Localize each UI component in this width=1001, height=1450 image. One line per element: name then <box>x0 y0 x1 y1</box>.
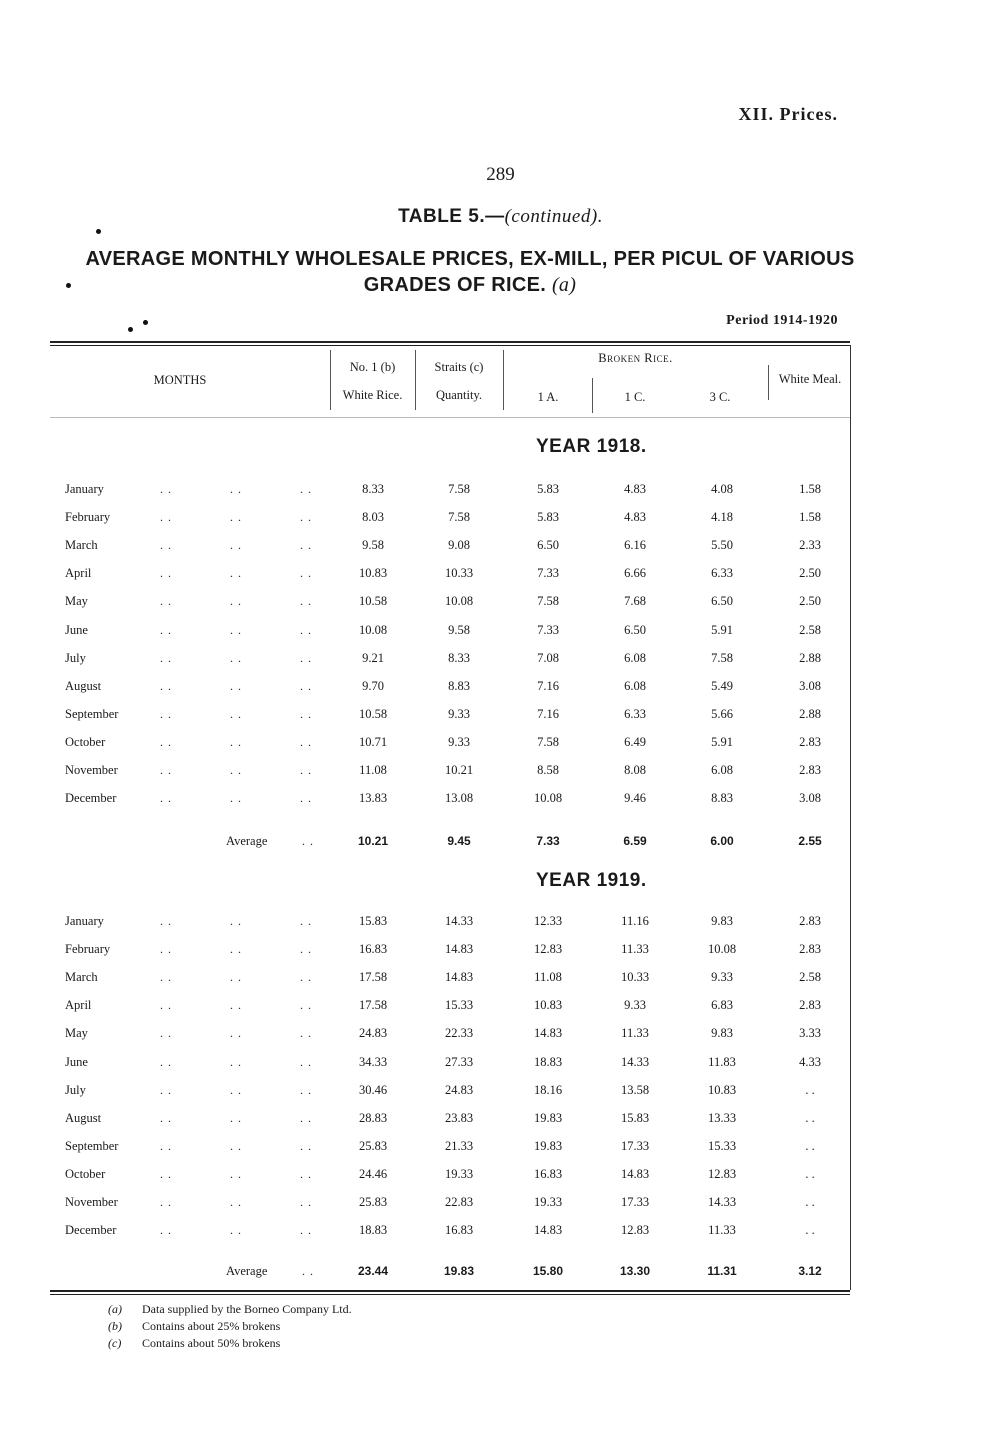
leader-dots: . . <box>160 1083 172 1097</box>
leader-dots: . . <box>230 1026 242 1040</box>
month-label: March <box>65 538 98 552</box>
leader-dots: . . <box>160 566 172 580</box>
price-cell: 11.33 <box>621 942 649 956</box>
price-cell: 25.83 <box>358 1139 388 1153</box>
price-cell: 10.83 <box>533 998 563 1012</box>
price-cell: 17.33 <box>620 1195 650 1209</box>
price-cell: 22.33 <box>444 1026 474 1040</box>
year-heading: YEAR 1918. <box>536 436 647 457</box>
price-cell: 9.33 <box>448 735 470 749</box>
leader-dots: . . <box>160 538 172 552</box>
header-bottom-rule <box>50 417 850 418</box>
price-cell: 7.08 <box>537 651 559 665</box>
leader-dots: . . <box>300 482 312 496</box>
price-cell: 9.33 <box>624 998 646 1012</box>
page-number: 289 <box>486 164 515 185</box>
leader-dots: . . <box>230 1195 242 1209</box>
print-speck <box>128 327 133 332</box>
header-3c: 3 C. <box>709 390 731 404</box>
leader-dots: . . <box>160 942 172 956</box>
leader-dots: . . <box>230 914 242 928</box>
price-cell: 14.83 <box>444 970 474 984</box>
price-cell: 10.83 <box>707 1083 737 1097</box>
price-cell: 10.33 <box>444 566 474 580</box>
price-cell: 16.83 <box>533 1167 563 1181</box>
price-cell: 11.08 <box>359 763 387 777</box>
leader-dots: . . <box>160 510 172 524</box>
price-cell: 30.46 <box>358 1083 388 1097</box>
price-cell: 34.33 <box>358 1055 388 1069</box>
price-cell: 7.16 <box>537 679 559 693</box>
average-cell: 2.55 <box>798 834 822 848</box>
price-cell: 7.58 <box>448 510 470 524</box>
leader-dots: . . <box>230 998 242 1012</box>
main-title-line2: GRADES OF RICE. <box>363 274 547 296</box>
col-divider <box>768 365 769 400</box>
price-cell: 4.83 <box>624 510 646 524</box>
leader-dots: . . <box>160 679 172 693</box>
month-label: July <box>65 651 86 665</box>
price-cell: 10.21 <box>444 763 474 777</box>
price-cell: 3.08 <box>799 679 821 693</box>
price-cell: 12.83 <box>707 1167 737 1181</box>
price-cell: 6.66 <box>624 566 646 580</box>
price-cell: 10.58 <box>358 707 388 721</box>
leader-dots: . . <box>300 510 312 524</box>
month-label: May <box>65 594 88 608</box>
leader-dots: . . <box>230 1223 242 1237</box>
table-top-rule <box>50 341 850 343</box>
price-cell: 14.33 <box>620 1055 650 1069</box>
price-cell: 27.33 <box>444 1055 474 1069</box>
average-cell: 23.44 <box>357 1264 389 1278</box>
price-cell: 8.83 <box>711 791 733 805</box>
leader-dots: . . <box>230 623 242 637</box>
price-cell: 14.33 <box>707 1195 737 1209</box>
print-speck <box>143 320 148 325</box>
price-cell: 2.83 <box>799 998 821 1012</box>
month-label: October <box>65 1167 106 1181</box>
price-cell: 13.33 <box>707 1111 737 1125</box>
month-label: May <box>65 1026 88 1040</box>
price-cell: 19.83 <box>533 1111 563 1125</box>
leader-dots: . . <box>300 1195 312 1209</box>
leader-dots: . . <box>300 942 312 956</box>
leader-dots: . . <box>300 735 312 749</box>
price-cell: 6.16 <box>624 538 646 552</box>
leader-dots: . . <box>300 707 312 721</box>
leader-dots: . . <box>300 623 312 637</box>
price-cell: 9.33 <box>711 970 733 984</box>
table-title-label: TABLE 5.— <box>398 206 505 227</box>
price-cell: 9.83 <box>711 1026 733 1040</box>
leader-dots: . . <box>160 763 172 777</box>
leader-dots: . . <box>300 763 312 777</box>
average-cell: 15.80 <box>532 1264 564 1278</box>
leader-dots: . . <box>300 594 312 608</box>
price-cell: 13.08 <box>444 791 474 805</box>
leader-dots: . . <box>300 651 312 665</box>
price-cell: 11.33 <box>708 1223 736 1237</box>
price-cell: 5.50 <box>711 538 733 552</box>
leader-dots: . . <box>160 1055 172 1069</box>
price-cell: 4.33 <box>799 1055 821 1069</box>
footnote-b: (b) Contains about 25% brokens <box>108 1319 281 1333</box>
header-broken-rice: Broken Rice. <box>598 351 673 365</box>
leader-dots: . . <box>300 914 312 928</box>
print-speck <box>96 229 101 234</box>
footnote-c: (c) Contains about 50% brokens <box>108 1336 281 1350</box>
price-cell: 23.83 <box>444 1111 474 1125</box>
average-cell: 13.30 <box>619 1264 651 1278</box>
leader-dots: . . <box>230 942 242 956</box>
price-cell: 22.83 <box>444 1195 474 1209</box>
month-label: August <box>65 679 102 693</box>
price-cell: . . <box>805 1083 815 1097</box>
price-cell: 9.33 <box>448 707 470 721</box>
price-cell: 7.33 <box>537 566 559 580</box>
month-label: April <box>65 566 92 580</box>
month-label: January <box>65 482 104 496</box>
price-cell: 18.83 <box>358 1223 388 1237</box>
header-1a: 1 A. <box>537 390 559 404</box>
average-cell: 9.45 <box>447 834 471 848</box>
average-cell: 7.33 <box>536 834 560 848</box>
leader-dots: . . <box>160 914 172 928</box>
leader-dots: . . <box>300 1026 312 1040</box>
price-cell: 24.83 <box>358 1026 388 1040</box>
price-cell: 15.33 <box>707 1139 737 1153</box>
price-cell: . . <box>805 1223 815 1237</box>
leader-dots: . . <box>230 763 242 777</box>
month-label: September <box>65 1139 119 1153</box>
price-cell: 6.08 <box>624 651 646 665</box>
price-cell: 14.83 <box>620 1167 650 1181</box>
price-cell: 10.08 <box>707 942 737 956</box>
price-cell: . . <box>805 1167 815 1181</box>
leader-dots: . . <box>230 594 242 608</box>
price-cell: 24.83 <box>444 1083 474 1097</box>
price-cell: 10.08 <box>358 623 388 637</box>
price-cell: 8.03 <box>362 510 384 524</box>
month-label: March <box>65 970 98 984</box>
print-speck <box>66 283 71 288</box>
price-cell: 12.33 <box>533 914 563 928</box>
average-cell: 6.59 <box>623 834 647 848</box>
price-cell: 18.16 <box>533 1083 563 1097</box>
month-label: February <box>65 510 111 524</box>
price-cell: . . <box>805 1139 815 1153</box>
price-cell: 19.83 <box>533 1139 563 1153</box>
header-straits-bottom: Quantity. <box>435 388 483 402</box>
price-cell: 6.08 <box>624 679 646 693</box>
price-cell: 9.83 <box>711 914 733 928</box>
section-heading: XII. Prices. <box>738 104 838 124</box>
col-divider <box>592 378 593 413</box>
month-label: November <box>65 1195 118 1209</box>
price-cell: 5.83 <box>537 482 559 496</box>
price-cell: 12.83 <box>620 1223 650 1237</box>
leader-dots: . . <box>230 1111 242 1125</box>
month-label: June <box>65 623 88 637</box>
price-cell: 8.33 <box>362 482 384 496</box>
price-cell: 3.33 <box>799 1026 821 1040</box>
average-cell: 11.31 <box>707 1264 737 1278</box>
price-cell: 2.88 <box>799 707 821 721</box>
leader-dots: . . <box>300 679 312 693</box>
price-cell: 8.83 <box>448 679 470 693</box>
leader-dots: . . <box>300 1055 312 1069</box>
average-cell: 19.83 <box>443 1264 475 1278</box>
price-cell: 2.88 <box>799 651 821 665</box>
price-cell: 11.16 <box>621 914 649 928</box>
price-cell: 1.58 <box>799 482 821 496</box>
price-cell: 15.33 <box>444 998 474 1012</box>
leader-dots: . . <box>300 566 312 580</box>
price-cell: 28.83 <box>358 1111 388 1125</box>
price-cell: 5.91 <box>711 623 733 637</box>
leader-dots: . . <box>300 1167 312 1181</box>
price-cell: 2.33 <box>799 538 821 552</box>
leader-dots: . . <box>160 1167 172 1181</box>
leader-dots: . . <box>302 1264 314 1278</box>
leader-dots: . . <box>230 1167 242 1181</box>
header-1c: 1 C. <box>624 390 646 404</box>
price-cell: 14.83 <box>533 1223 563 1237</box>
month-label: December <box>65 1223 117 1237</box>
price-cell: 10.58 <box>358 594 388 608</box>
leader-dots: . . <box>302 834 314 848</box>
price-cell: 2.83 <box>799 942 821 956</box>
price-cell: 17.58 <box>358 970 388 984</box>
price-cell: 19.33 <box>444 1167 474 1181</box>
price-cell: 6.33 <box>711 566 733 580</box>
table-top-rule-thin <box>50 345 850 346</box>
price-cell: 2.83 <box>799 735 821 749</box>
price-cell: 7.33 <box>537 623 559 637</box>
leader-dots: . . <box>300 538 312 552</box>
price-cell: 10.71 <box>358 735 388 749</box>
leader-dots: . . <box>300 1139 312 1153</box>
leader-dots: . . <box>160 998 172 1012</box>
price-cell: 2.83 <box>799 914 821 928</box>
leader-dots: . . <box>230 735 242 749</box>
price-cell: 4.18 <box>711 510 733 524</box>
price-cell: 6.33 <box>624 707 646 721</box>
price-cell: 10.33 <box>620 970 650 984</box>
price-cell: 5.91 <box>711 735 733 749</box>
leader-dots: . . <box>160 707 172 721</box>
price-cell: 6.83 <box>711 998 733 1012</box>
leader-dots: . . <box>160 623 172 637</box>
header-white-meal: White Meal. <box>778 372 842 386</box>
year-heading: YEAR 1919. <box>536 870 647 891</box>
price-cell: 9.08 <box>448 538 470 552</box>
price-cell: 16.83 <box>444 1223 474 1237</box>
price-cell: 8.58 <box>537 763 559 777</box>
price-cell: 24.46 <box>358 1167 388 1181</box>
price-cell: 9.46 <box>624 791 646 805</box>
leader-dots: . . <box>230 651 242 665</box>
price-cell: 9.58 <box>362 538 384 552</box>
leader-dots: . . <box>160 791 172 805</box>
price-cell: 7.58 <box>448 482 470 496</box>
price-cell: 13.83 <box>358 791 388 805</box>
price-cell: 5.66 <box>711 707 733 721</box>
price-cell: 14.83 <box>444 942 474 956</box>
price-cell: 8.33 <box>448 651 470 665</box>
average-label: Average <box>226 1264 268 1278</box>
price-cell: 16.83 <box>358 942 388 956</box>
price-cell: 10.83 <box>358 566 388 580</box>
price-cell: 17.58 <box>358 998 388 1012</box>
price-cell: 13.58 <box>620 1083 650 1097</box>
leader-dots: . . <box>160 970 172 984</box>
leader-dots: . . <box>160 1139 172 1153</box>
leader-dots: . . <box>230 1083 242 1097</box>
leader-dots: . . <box>230 538 242 552</box>
price-cell: 9.58 <box>448 623 470 637</box>
price-cell: 5.83 <box>537 510 559 524</box>
price-cell: 2.50 <box>799 594 821 608</box>
price-cell: 21.33 <box>444 1139 474 1153</box>
leader-dots: . . <box>230 1055 242 1069</box>
price-cell: 2.58 <box>799 623 821 637</box>
table-bottom-rule-thin <box>50 1294 850 1295</box>
price-cell: 11.33 <box>621 1026 649 1040</box>
average-cell: 6.00 <box>710 834 734 848</box>
leader-dots: . . <box>230 679 242 693</box>
leader-dots: . . <box>160 594 172 608</box>
leader-dots: . . <box>300 970 312 984</box>
leader-dots: . . <box>230 791 242 805</box>
footnote-a: (a) Data supplied by the Borneo Company Ltd. <box>108 1302 352 1316</box>
month-label: January <box>65 914 104 928</box>
price-cell: 14.83 <box>533 1026 563 1040</box>
leader-dots: . . <box>230 707 242 721</box>
price-cell: 7.58 <box>537 735 559 749</box>
price-cell: 5.49 <box>711 679 733 693</box>
price-cell: 2.83 <box>799 763 821 777</box>
price-cell: 4.08 <box>711 482 733 496</box>
leader-dots: . . <box>300 1111 312 1125</box>
leader-dots: . . <box>300 791 312 805</box>
price-cell: 14.33 <box>444 914 474 928</box>
header-no1-top: No. 1 (b) <box>349 360 396 374</box>
price-cell: 19.33 <box>533 1195 563 1209</box>
price-cell: 10.08 <box>533 791 563 805</box>
price-cell: 6.49 <box>624 735 646 749</box>
table-title-suffix: (continued). <box>504 206 603 227</box>
price-cell: 25.83 <box>358 1195 388 1209</box>
leader-dots: . . <box>230 482 242 496</box>
table-bottom-rule <box>50 1290 850 1292</box>
leader-dots: . . <box>160 1026 172 1040</box>
price-cell: 6.50 <box>624 623 646 637</box>
leader-dots: . . <box>230 566 242 580</box>
price-cell: 17.33 <box>620 1139 650 1153</box>
leader-dots: . . <box>300 1083 312 1097</box>
price-cell: 6.50 <box>711 594 733 608</box>
price-cell: 7.58 <box>711 651 733 665</box>
month-label: December <box>65 791 117 805</box>
price-cell: 15.83 <box>358 914 388 928</box>
month-label: February <box>65 942 111 956</box>
price-cell: 11.08 <box>534 970 562 984</box>
price-cell: . . <box>805 1111 815 1125</box>
leader-dots: . . <box>230 970 242 984</box>
average-cell: 10.21 <box>357 834 389 848</box>
price-cell: 12.83 <box>533 942 563 956</box>
price-cell: 4.83 <box>624 482 646 496</box>
leader-dots: . . <box>230 1139 242 1153</box>
leader-dots: . . <box>160 482 172 496</box>
month-label: October <box>65 735 106 749</box>
price-cell: 15.83 <box>620 1111 650 1125</box>
average-cell: 3.12 <box>798 1264 822 1278</box>
month-label: July <box>65 1083 86 1097</box>
leader-dots: . . <box>160 1195 172 1209</box>
price-cell: 2.58 <box>799 970 821 984</box>
leader-dots: . . <box>160 1223 172 1237</box>
price-cell: 18.83 <box>533 1055 563 1069</box>
price-cell: 7.16 <box>537 707 559 721</box>
table-title <box>0 206 1001 228</box>
table-right-border <box>850 345 851 1290</box>
price-cell: 3.08 <box>799 791 821 805</box>
main-title-line1: AVERAGE MONTHLY WHOLESALE PRICES, EX-MILL, PER PICUL OF VARIOUS <box>85 248 855 270</box>
leader-dots: . . <box>300 998 312 1012</box>
price-cell: 11.83 <box>708 1055 736 1069</box>
header-months: MONTHS <box>153 373 207 387</box>
month-label: November <box>65 763 118 777</box>
leader-dots: . . <box>160 651 172 665</box>
price-cell: 7.68 <box>624 594 646 608</box>
price-cell: 1.58 <box>799 510 821 524</box>
price-cell: . . <box>805 1195 815 1209</box>
average-label: Average <box>226 834 268 848</box>
price-cell: 8.08 <box>624 763 646 777</box>
month-label: August <box>65 1111 102 1125</box>
header-no1-bottom: White Rice. <box>342 388 403 402</box>
leader-dots: . . <box>160 1111 172 1125</box>
price-cell: 7.58 <box>537 594 559 608</box>
price-cell: 2.50 <box>799 566 821 580</box>
month-label: September <box>65 707 119 721</box>
price-cell: 6.50 <box>537 538 559 552</box>
price-cell: 10.08 <box>444 594 474 608</box>
leader-dots: . . <box>160 735 172 749</box>
price-cell: 9.70 <box>362 679 384 693</box>
price-cell: 6.08 <box>711 763 733 777</box>
price-cell: 9.21 <box>362 651 384 665</box>
month-label: June <box>65 1055 88 1069</box>
header-straits-top: Straits (c) <box>434 360 484 374</box>
main-title <box>60 246 880 298</box>
period-label: Period 1914-1920 <box>726 313 838 328</box>
main-title-footnote-mark: (a) <box>551 274 577 296</box>
leader-dots: . . <box>230 510 242 524</box>
leader-dots: . . <box>300 1223 312 1237</box>
month-label: April <box>65 998 92 1012</box>
